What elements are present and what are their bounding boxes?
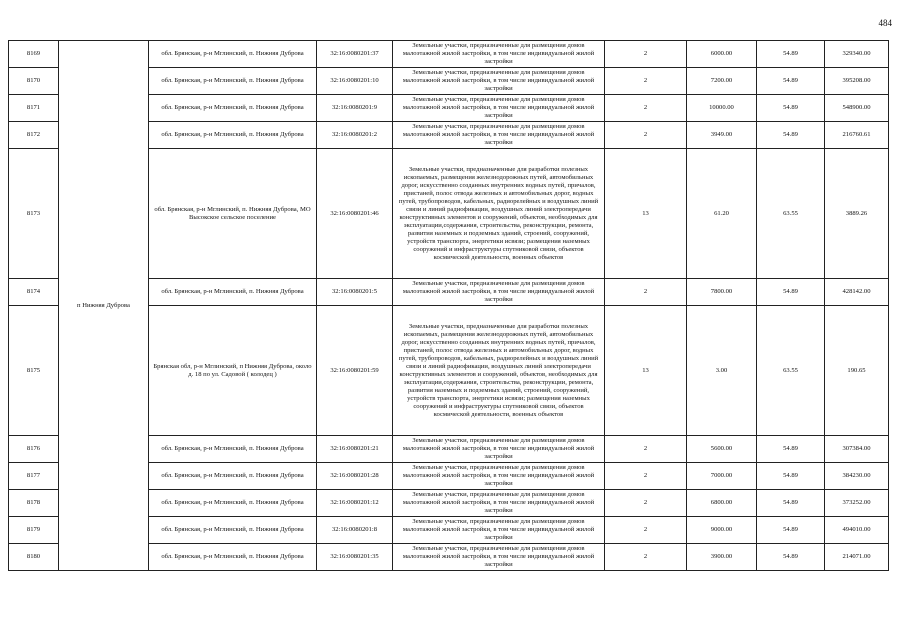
group-cell: 2 bbox=[605, 279, 687, 306]
table-body bbox=[9, 41, 889, 571]
group-cell: 2 bbox=[605, 463, 687, 490]
value-cell: 7200.00 bbox=[687, 68, 757, 95]
address-cell: обл. Брянская, р-н Мглинский, п. Нижняя Дуброва bbox=[149, 490, 317, 517]
group-cell: 13 bbox=[605, 306, 687, 436]
cadastral-number-cell: 32:16:0080201:46 bbox=[317, 149, 393, 279]
address-cell: обл. Брянская, р-н Мглинский, п. Нижняя Дуброва bbox=[149, 68, 317, 95]
cadastral-value-table bbox=[8, 40, 889, 571]
total-cell: 428142.00 bbox=[825, 279, 889, 306]
land-use-cell: Земельные участки, предназначенные для размещения домов малоэтажной жилой застройки, в том числе индивидуальной жилой застройки bbox=[393, 544, 605, 571]
total-cell: 214071.00 bbox=[825, 544, 889, 571]
address-cell: Брянская обл, р-н Мглинский, п Нижняя Дуброва, около д. 18 по ул. Садовой ( колодец ) bbox=[149, 306, 317, 436]
coefficient-cell: 54.89 bbox=[757, 490, 825, 517]
address-cell: обл. Брянская, р-н Мглинский, п. Нижняя Дуброва bbox=[149, 436, 317, 463]
group-cell: 2 bbox=[605, 436, 687, 463]
group-cell: 13 bbox=[605, 149, 687, 279]
coefficient-cell: 54.89 bbox=[757, 95, 825, 122]
row-number: 8169 bbox=[9, 41, 59, 68]
coefficient-cell: 54.89 bbox=[757, 68, 825, 95]
row-number: 8179 bbox=[9, 517, 59, 544]
land-use-cell: Земельные участки, предназначенные для размещения домов малоэтажной жилой застройки, в том числе индивидуальной жилой застройки bbox=[393, 68, 605, 95]
land-use-cell: Земельные участки, предназначенные для размещения домов малоэтажной жилой застройки, в том числе индивидуальной жилой застройки bbox=[393, 95, 605, 122]
total-cell: 329340.00 bbox=[825, 41, 889, 68]
row-number: 8172 bbox=[9, 122, 59, 149]
cadastral-number-cell: 32:16:0080201:9 bbox=[317, 95, 393, 122]
table-row bbox=[9, 41, 889, 68]
row-number: 8178 bbox=[9, 490, 59, 517]
value-cell: 9000.00 bbox=[687, 517, 757, 544]
row-number: 8171 bbox=[9, 95, 59, 122]
coefficient-cell: 54.89 bbox=[757, 122, 825, 149]
land-use-cell: Земельные участки, предназначенные для размещения домов малоэтажной жилой застройки, в том числе индивидуальной жилой застройки bbox=[393, 517, 605, 544]
address-cell: обл. Брянская, р-н Мглинский, п. Нижняя Дуброва, МО Высокское сельское поселение bbox=[149, 149, 317, 279]
coefficient-cell: 63.55 bbox=[757, 306, 825, 436]
cadastral-number-cell: 32:16:0080201:28 bbox=[317, 463, 393, 490]
land-use-cell: Земельные участки, предназначенные для размещения домов малоэтажной жилой застройки, в том числе индивидуальной жилой застройки bbox=[393, 122, 605, 149]
row-number: 8170 bbox=[9, 68, 59, 95]
row-number: 8174 bbox=[9, 279, 59, 306]
value-cell: 10000.00 bbox=[687, 95, 757, 122]
address-cell: обл. Брянская, р-н Мглинский, п. Нижняя Дуброва bbox=[149, 41, 317, 68]
coefficient-cell: 54.89 bbox=[757, 544, 825, 571]
total-cell: 190.65 bbox=[825, 306, 889, 436]
cadastral-number-cell: 32:16:0080201:21 bbox=[317, 436, 393, 463]
cadastral-number-cell: 32:16:0080201:10 bbox=[317, 68, 393, 95]
address-cell: обл. Брянская, р-н Мглинский, п. Нижняя Дуброва bbox=[149, 544, 317, 571]
value-cell: 6800.00 bbox=[687, 490, 757, 517]
land-use-cell: Земельные участки, предназначенные для размещения домов малоэтажной жилой застройки, в том числе индивидуальной жилой застройки bbox=[393, 41, 605, 68]
cadastral-number-cell: 32:16:0080201:59 bbox=[317, 306, 393, 436]
group-cell: 2 bbox=[605, 122, 687, 149]
value-cell: 7000.00 bbox=[687, 463, 757, 490]
value-cell: 5600.00 bbox=[687, 436, 757, 463]
address-cell: обл. Брянская, р-н Мглинский, п. Нижняя Дуброва bbox=[149, 122, 317, 149]
value-cell: 3.00 bbox=[687, 306, 757, 436]
value-cell: 61.20 bbox=[687, 149, 757, 279]
coefficient-cell: 54.89 bbox=[757, 41, 825, 68]
total-cell: 494010.00 bbox=[825, 517, 889, 544]
value-cell: 3900.00 bbox=[687, 544, 757, 571]
row-number: 8177 bbox=[9, 463, 59, 490]
coefficient-cell: 54.89 bbox=[757, 517, 825, 544]
group-cell: 2 bbox=[605, 544, 687, 571]
address-cell: обл. Брянская, р-н Мглинский, п. Нижняя Дуброва bbox=[149, 95, 317, 122]
row-number: 8176 bbox=[9, 436, 59, 463]
cadastral-number-cell: 32:16:0080201:5 bbox=[317, 279, 393, 306]
group-cell: 2 bbox=[605, 41, 687, 68]
group-cell: 2 bbox=[605, 517, 687, 544]
land-use-cell: Земельные участки, предназначенные для разработки полезных ископаемых, размещения железнодорожных путей, автомобильных дорог, искусственно созданных внутренних водных путей, причалов, пристаней, полос отвода железных и автомобильных дорог, водных путей, трубопроводов, кабельных, радиорелейных и воздушных линий связи и линий радиофикации, воздушных линий электропередачи конструктивных элементов и сооружений, объектов, необходимых для эксплуатации,содержания, строительства, реконструкции, ремонта, развития наземных и подземных зданий, строений, сооружений, устройств транспорта, энергетики исвязи; размещения наземных сооружений и инфраструктуры спутниковой связи, объектов космической деятельности, военных объектов bbox=[393, 306, 605, 436]
coefficient-cell: 54.89 bbox=[757, 436, 825, 463]
cadastral-number-cell: 32:16:0080201:2 bbox=[317, 122, 393, 149]
total-cell: 216760.61 bbox=[825, 122, 889, 149]
group-cell: 2 bbox=[605, 95, 687, 122]
land-use-cell: Земельные участки, предназначенные для размещения домов малоэтажной жилой застройки, в том числе индивидуальной жилой застройки bbox=[393, 436, 605, 463]
value-cell: 7800.00 bbox=[687, 279, 757, 306]
total-cell: 307384.00 bbox=[825, 436, 889, 463]
land-use-cell: Земельные участки, предназначенные для размещения домов малоэтажной жилой застройки, в том числе индивидуальной жилой застройки bbox=[393, 463, 605, 490]
total-cell: 373252.00 bbox=[825, 490, 889, 517]
total-cell: 395208.00 bbox=[825, 68, 889, 95]
row-number: 8173 bbox=[9, 149, 59, 279]
total-cell: 384230.00 bbox=[825, 463, 889, 490]
group-cell: 2 bbox=[605, 490, 687, 517]
value-cell: 3949.00 bbox=[687, 122, 757, 149]
address-cell: обл. Брянская, р-н Мглинский, п. Нижняя Дуброва bbox=[149, 279, 317, 306]
value-cell: 6000.00 bbox=[687, 41, 757, 68]
coefficient-cell: 63.55 bbox=[757, 149, 825, 279]
cadastral-number-cell: 32:16:0080201:12 bbox=[317, 490, 393, 517]
group-cell: 2 bbox=[605, 68, 687, 95]
total-cell: 3889.26 bbox=[825, 149, 889, 279]
coefficient-cell: 54.89 bbox=[757, 279, 825, 306]
address-cell: обл. Брянская, р-н Мглинский, п. Нижняя Дуброва bbox=[149, 463, 317, 490]
row-number: 8180 bbox=[9, 544, 59, 571]
coefficient-cell: 54.89 bbox=[757, 463, 825, 490]
total-cell: 548900.00 bbox=[825, 95, 889, 122]
page-number: 484 bbox=[878, 18, 892, 28]
address-cell: обл. Брянская, р-н Мглинский, п. Нижняя Дуброва bbox=[149, 517, 317, 544]
cadastral-number-cell: 32:16:0080201:35 bbox=[317, 544, 393, 571]
cadastral-number-cell: 32:16:0080201:37 bbox=[317, 41, 393, 68]
cadastral-number-cell: 32:16:0080201:8 bbox=[317, 517, 393, 544]
row-number: 8175 bbox=[9, 306, 59, 436]
land-use-cell: Земельные участки, предназначенные для размещения домов малоэтажной жилой застройки, в том числе индивидуальной жилой застройки bbox=[393, 279, 605, 306]
land-use-cell: Земельные участки, предназначенные для разработки полезных ископаемых, размещения железнодорожных путей, автомобильных дорог, искусственно созданных внутренних водных путей, причалов, пристаней, полос отвода железных и автомобильных дорог, водных путей, трубопроводов, кабельных, радиорелейных и воздушных линий связи и линий радиофикации, воздушных линий электропередачи конструктивных элементов и сооружений, объектов, необходимых для эксплуатации,содержания, строительства, реконструкции, ремонта, развития наземных и подземных зданий, строений, сооружений, устройств транспорта, энергетики исвязи; размещения наземных сооружений и инфраструктуры спутниковой связи, объектов космической деятельности, военных объектов bbox=[393, 149, 605, 279]
locality-cell: п Нижняя Дуброва bbox=[59, 41, 149, 571]
land-use-cell: Земельные участки, предназначенные для размещения домов малоэтажной жилой застройки, в том числе индивидуальной жилой застройки bbox=[393, 490, 605, 517]
